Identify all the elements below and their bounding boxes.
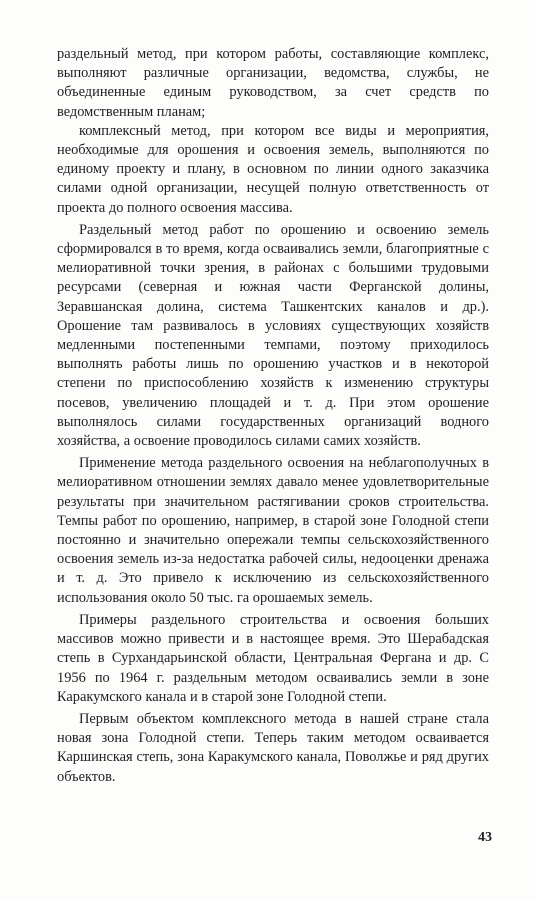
paragraph-separate-method-history: Раздельный метод работ по орошению и освоению земель сформировался в то время, когда осваивались земли, благоприятные с мелиоративной точки зрения, в районах с большими трудовыми ресурсами (северная и южная части Ферганской долины, Зеравшанская долина, система Ташкентских каналов и др.). Орошение там развивалось в условиях существующих хозяйств медленными постепенными темпами, поэтому приходилось выполнять работы лишь по орошению участков и в некоторой степени по приспособлению хозяйств к изменению структуры посевов, увеличению площадей и т. д. При этом орошение выполнялось силами государственных организаций водного хозяйства, а освоение проводилось силами самих хозяйств. xyxy=(57,221,489,450)
paragraph-separate-method: раздельный метод, при котором работы, составляющие комплекс, выполняют различные организации, ведомства, службы, не объединенные единым руководством, за счет средств по ведомственным планам; xyxy=(57,46,489,120)
paragraph-examples: Примеры раздельного строительства и освоения больших массивов можно привести и в настоящее время. Это Шерабадская степь в Сурхандарьинской области, Центральная Фергана и др. С 1956 по 1964 г. раздельным методом осваивались земли в зоне Каракумского канала и в старой зоне Голодной степи. xyxy=(57,611,489,705)
paragraph-complex-method: комплексный метод, при котором все виды и мероприятия, необходимые для орошения и освоения земель, выполняются по единому проекту и плану, в основном по линии одного заказчика силами одной организации, несущей полную ответственность от проекта до полного освоения массива. xyxy=(57,122,489,216)
body-text xyxy=(57,45,489,787)
paragraph-separate-method-results: Применение метода раздельного освоения на неблагополучных в мелиоративном отношении землях давало менее удовлетворительные результаты при значительном растягивании сроков строительства. Темпы работ по орошению, например, в старой зоне Голодной степи постоянно и значительно опережали темпы сельскохозяйственного освоения земель из-за недостатка рабочей силы, недооценки дренажа и т. д. Это привело к исключению из сельскохозяйственного использования около 50 тыс. га орошаемых земель. xyxy=(57,455,489,606)
paragraph-complex-method-objects: Первым объектом комплексного метода в нашей стране стала новая зона Голодной степи. Теперь таким методом осваивается Каршинская степь, зона Каракумского канала, Поволжье и ряд других объектов. xyxy=(57,710,489,785)
page-number: 43 xyxy=(478,830,492,845)
